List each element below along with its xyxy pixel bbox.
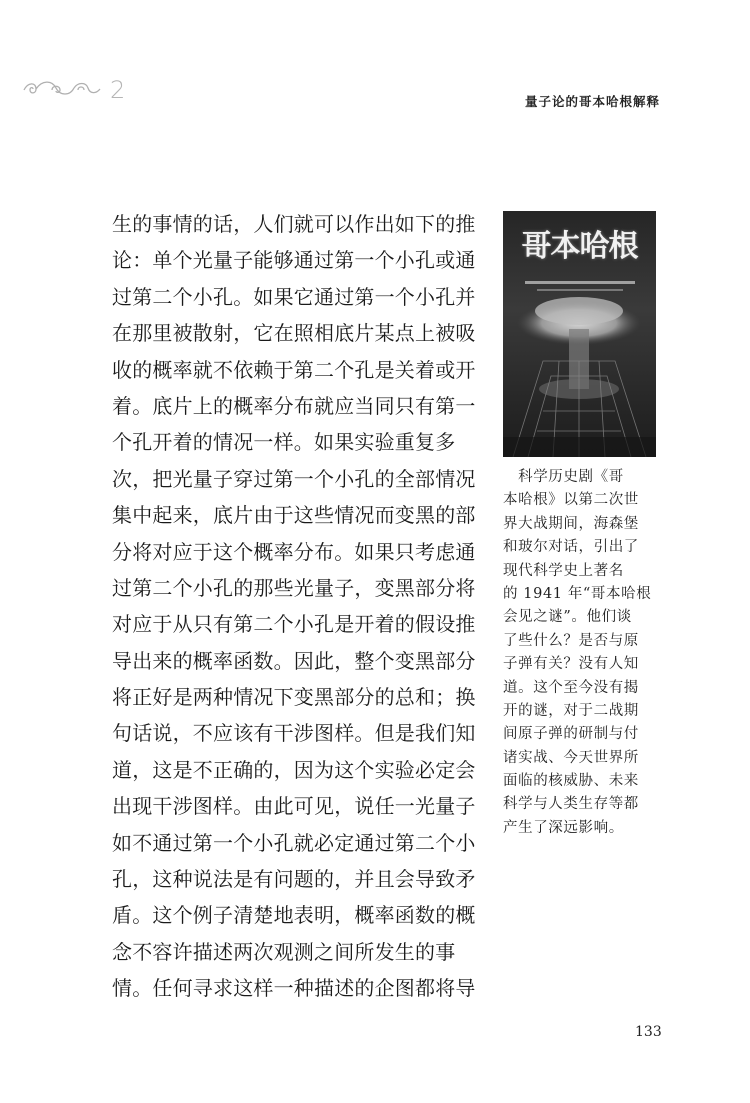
caption-line: 本哈根》以第二次世 [503,492,639,509]
body-line: 孔，这种说法是有问题的，并且会导致矛 [112,867,476,892]
caption-line: 界大战期间，海森堡 [503,515,639,532]
body-line: 出现干涉图样。由此可见，说任一光量子 [112,794,476,819]
caption-line: 科学与人类生存等都 [503,796,639,813]
caption-line: 面临的核威胁、未来 [503,773,639,790]
caption-line: 的 1941 年“哥本哈根 [503,585,652,602]
body-line: 集中起来，底片由于这些情况而变黑的部 [112,503,476,528]
body-line: 生的事情的话，人们就可以作出如下的推 [112,212,476,236]
page-number: 133 [635,1024,662,1040]
body-line: 个孔开着的情况一样。如果实验重复多 [112,430,456,455]
body-line: 次，把光量子穿过第一个小孔的全部情况 [112,466,476,491]
body-line: 道，这是不正确的，因为这个实验必定会 [112,757,476,782]
body-text [112,206,476,1007]
body-line: 论：单个光量子能够通过第一个小孔或通 [112,248,476,273]
body-line: 如不通过第一个小孔就必定通过第二个小 [112,830,476,855]
body-line: 念不容许描述两次观测之间所发生的事 [112,939,456,964]
running-title: 量子论的哥本哈根解释 [524,94,660,109]
scroll-ornament-icon [22,78,102,100]
body-line: 过第二个小孔。如果它通过第一个小孔并 [112,284,476,309]
caption-line: 子弹有关？没有人知 [503,656,639,673]
caption-line: 间原子弹的研制与付 [503,726,639,743]
body-line: 分将对应于这个概率分布。如果只考虑通 [112,539,476,564]
caption-line: 科学历史剧《哥 [503,469,624,485]
caption-line: 了些什么？是否与原 [503,632,639,649]
figure-caption [503,466,663,840]
caption-line: 和玻尔对话，引出了 [503,539,639,556]
caption-line: 产生了深远影响。 [503,819,624,836]
book-cover-image [503,211,656,457]
body-line: 在那里被散射，它在照相底片某点上被吸 [112,321,476,346]
body-line: 情。任何寻求这样一种描述的企图都将导 [112,976,476,1001]
caption-line: 道。这个至今没有揭 [503,679,639,696]
chapter-number: 2 [110,76,126,104]
body-line: 句话说，不应该有干涉图样。但是我们知 [112,721,476,746]
cover-title: 哥本哈根 [521,229,638,264]
body-line: 导出来的概率函数。因此，整个变黑部分 [112,648,476,673]
body-line: 盾。这个例子清楚地表明，概率函数的概 [112,903,476,928]
body-line: 将正好是两种情况下变黑部分的总和；换 [112,685,476,710]
caption-line: 诸实战、今天世界所 [503,749,639,766]
body-line: 对应于从只有第二个小孔是开着的假设推 [112,612,476,637]
caption-line: 开的谜，对于二战期 [503,702,639,719]
body-line: 收的概率就不依赖于第二个孔是关着或开 [112,357,476,382]
body-line: 过第二个小孔的那些光量子，变黑部分将 [112,575,476,600]
body-line: 着。底片上的概率分布就应当同只有第一 [112,393,476,418]
caption-line: 会见之谜”。他们谈 [503,609,632,626]
caption-line: 现代科学史上著名 [503,562,624,579]
